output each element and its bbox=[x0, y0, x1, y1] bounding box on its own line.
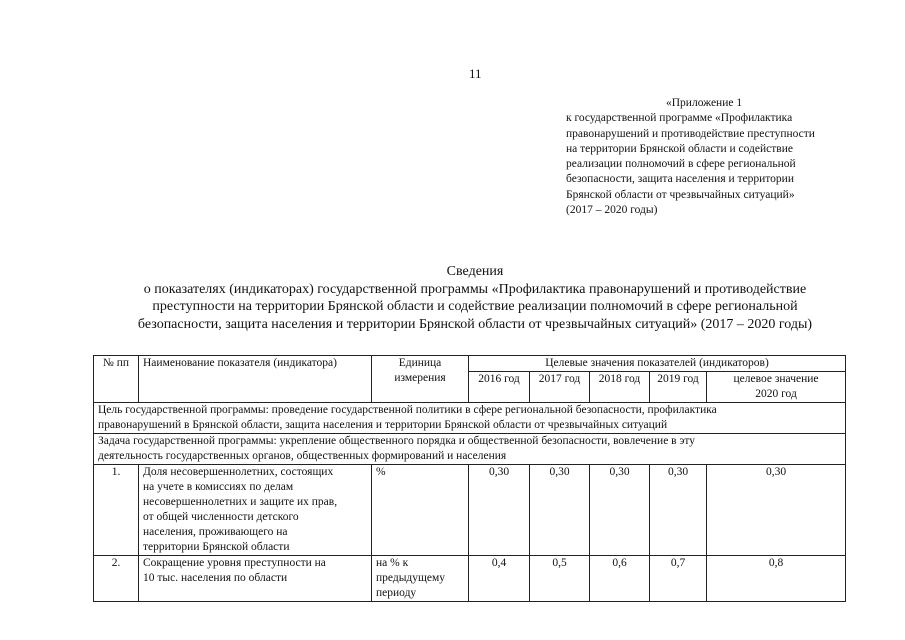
heading-line: преступности на территории Брянской области и содействие реализации полномочий в сфере региональной bbox=[152, 299, 798, 314]
goal-cell bbox=[94, 403, 846, 434]
row-value: 0,30 bbox=[707, 465, 846, 556]
row-value: 0,6 bbox=[590, 556, 650, 602]
header-final bbox=[707, 372, 846, 403]
appendix-line: реализации полномочий в сфере региональной bbox=[566, 158, 796, 171]
row-name-line: Сокращение уровня преступности на bbox=[143, 557, 326, 569]
header-final-line: целевое значение bbox=[733, 373, 819, 385]
task-line: деятельность государственных органов, общественных формирований и населения bbox=[98, 450, 507, 462]
table-row bbox=[94, 465, 846, 556]
header-year: 2019 год bbox=[650, 372, 707, 403]
indicators-table bbox=[93, 355, 846, 602]
row-value: 0,30 bbox=[530, 465, 590, 556]
row-num: 1. bbox=[94, 465, 139, 556]
header-unit-line: Единица bbox=[398, 357, 442, 369]
row-name-line: территории Брянской области bbox=[143, 541, 290, 553]
appendix-line: правонарушений и противодействие преступности bbox=[566, 127, 815, 140]
row-name-line: 10 тыс. населения по области bbox=[143, 572, 288, 584]
row-unit bbox=[372, 556, 469, 602]
heading-title: Сведения bbox=[446, 264, 504, 279]
header-year: 2017 год bbox=[530, 372, 590, 403]
appendix-title: «Приложение 1 bbox=[666, 97, 743, 109]
goal-line: Цель государственной программы: проведение государственной политики в сфере региональной безопасности, профилактика bbox=[98, 404, 717, 416]
heading-line: о показателях (индикаторах) государственной программы «Профилактика правонарушений и противодействие bbox=[143, 281, 807, 297]
goal-line: правонарушений в Брянской области, защита населения и территории Брянской области от чрезвычайных ситуаций bbox=[98, 419, 668, 431]
appendix-line: безопасности, защита населения и территории bbox=[566, 173, 794, 186]
heading-line: безопасности, защита населения и территории Брянской области от чрезвычайных ситуаций» (2017 – 2020 годы) bbox=[137, 316, 813, 332]
task-row bbox=[94, 434, 846, 465]
row-value: 0,4 bbox=[469, 556, 530, 602]
row-value: 0,8 bbox=[707, 556, 846, 602]
document-heading bbox=[60, 263, 890, 333]
table-header-row bbox=[94, 356, 846, 372]
appendix-line: к государственной программе «Профилактика bbox=[566, 112, 793, 125]
appendix-line: Брянской области от чрезвычайных ситуаций» bbox=[566, 188, 795, 201]
header-unit bbox=[372, 356, 469, 403]
row-name-line: на учете в комиссиях по делам bbox=[143, 481, 294, 493]
row-num: 2. bbox=[94, 556, 139, 602]
header-num: № пп bbox=[94, 356, 139, 403]
row-unit-line: предыдущему bbox=[376, 572, 446, 584]
goal-row bbox=[94, 403, 846, 434]
header-unit-line: измерения bbox=[394, 372, 446, 384]
task-cell bbox=[94, 434, 846, 465]
row-name bbox=[139, 556, 372, 602]
table-row bbox=[94, 556, 846, 602]
header-year: 2016 год bbox=[469, 372, 530, 403]
row-value: 0,5 bbox=[530, 556, 590, 602]
appendix-line: (2017 – 2020 годы) bbox=[566, 204, 658, 217]
appendix-line: на территории Брянской области и содействие bbox=[566, 142, 793, 155]
header-final-line: 2020 год bbox=[755, 388, 797, 400]
row-name-line: от общей численности детского bbox=[143, 511, 299, 523]
row-value: 0,30 bbox=[469, 465, 530, 556]
row-name-line: Доля несовершеннолетних, состоящих bbox=[143, 466, 334, 478]
row-unit-line: на % к bbox=[376, 557, 409, 569]
row-unit-line: периоду bbox=[376, 587, 417, 599]
header-year: 2018 год bbox=[590, 372, 650, 403]
row-value: 0,30 bbox=[650, 465, 707, 556]
task-line: Задача государственной программы: укрепление общественного порядка и общественной безопасности, вовлечение в эту bbox=[98, 435, 696, 447]
header-target: Целевые значения показателей (индикаторов) bbox=[469, 356, 846, 372]
appendix-note bbox=[566, 96, 866, 218]
header-name: Наименование показателя (индикатора) bbox=[139, 356, 372, 403]
row-name bbox=[139, 465, 372, 556]
row-name-line: несовершеннолетних и защите их прав, bbox=[143, 496, 338, 508]
row-unit: % bbox=[372, 465, 469, 556]
page-number: 11 bbox=[469, 66, 482, 81]
row-value: 0,7 bbox=[650, 556, 707, 602]
row-name-line: населения, проживающего на bbox=[143, 526, 288, 538]
row-value: 0,30 bbox=[590, 465, 650, 556]
